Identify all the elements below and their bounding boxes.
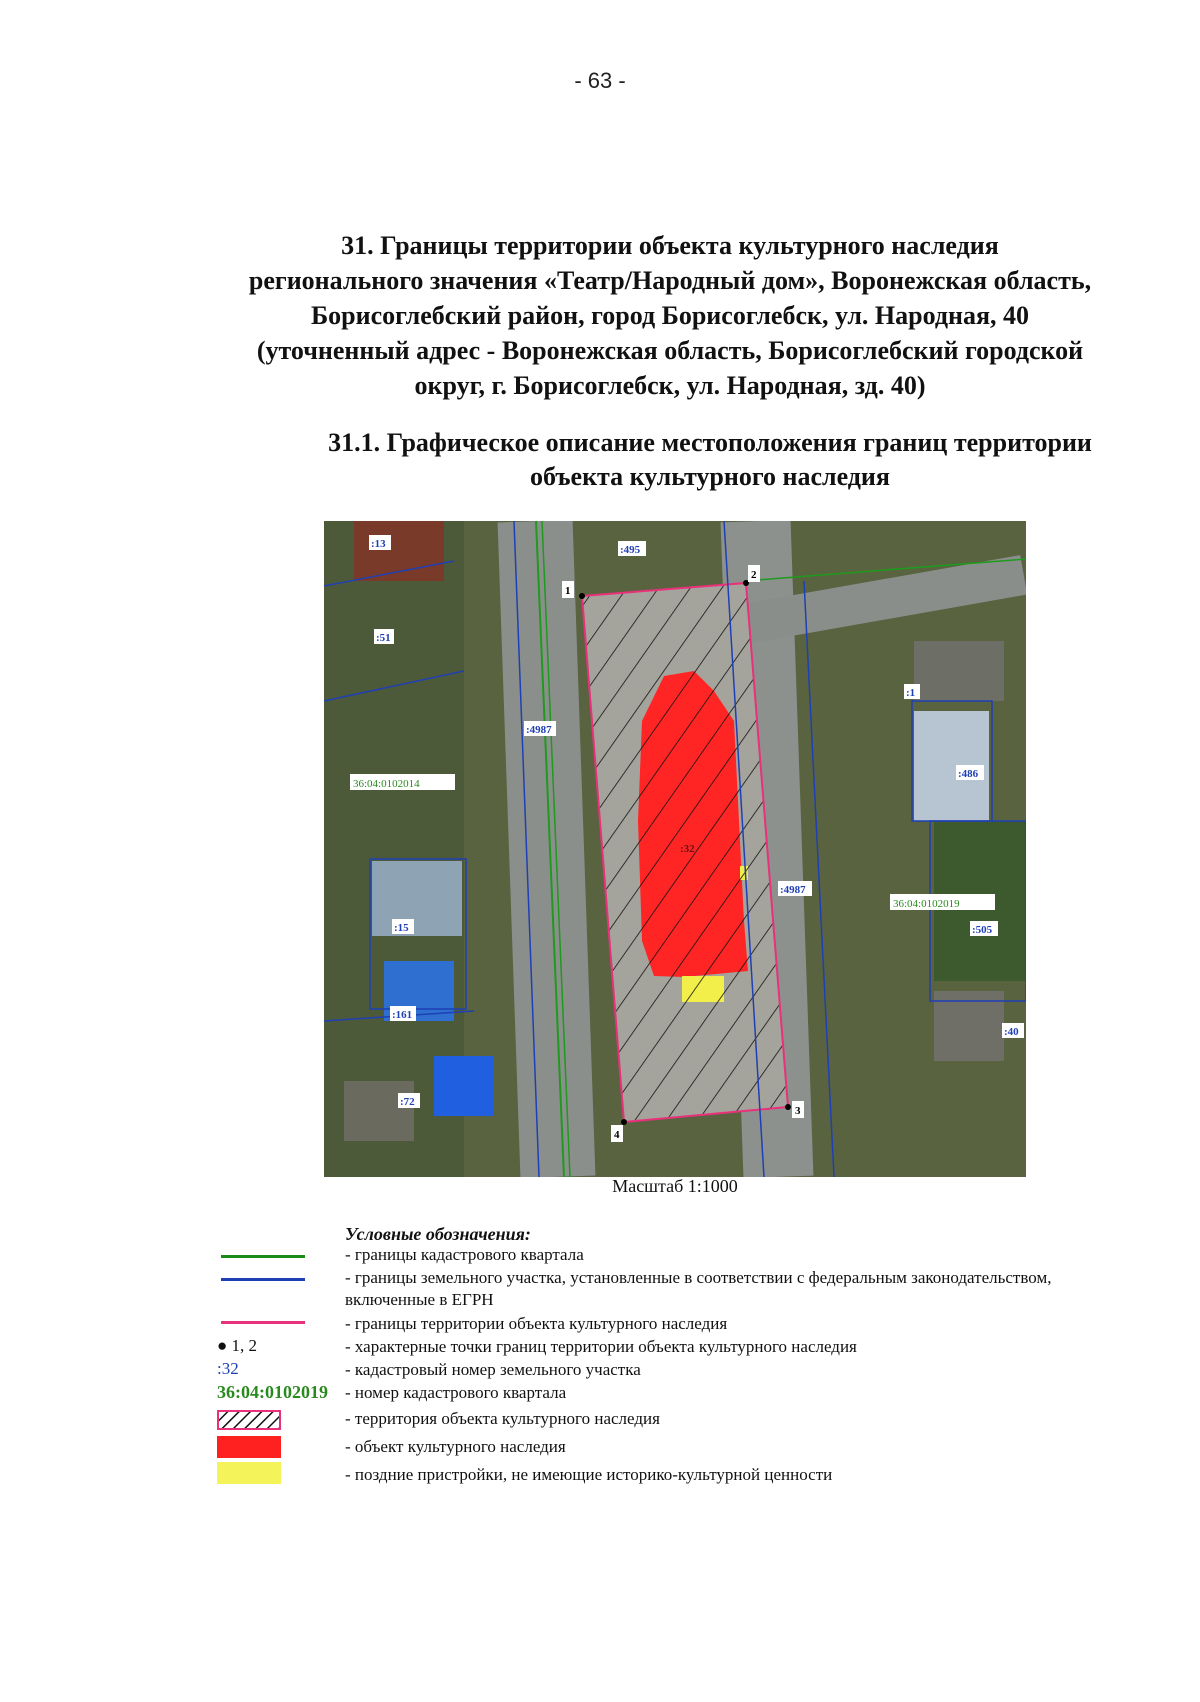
point-label: [748, 565, 760, 582]
parcel-label: [374, 629, 394, 644]
svg-text::486: :486: [958, 768, 979, 780]
heritage-boundary-line-icon: [221, 1321, 305, 1324]
parcel-label: [392, 919, 414, 934]
svg-text::1: :1: [906, 687, 916, 699]
legend-item: [0, 1462, 1200, 1486]
parcel-label: [390, 1006, 416, 1021]
legend-text: - характерные точки границ территории объекта культурного наследия: [345, 1337, 857, 1356]
point-label: [562, 581, 574, 598]
parcel-label: [369, 535, 391, 550]
boundary-point: [785, 1104, 791, 1110]
svg-text::505: :505: [972, 924, 993, 936]
map-scale: Масштаб 1:1000: [612, 1176, 738, 1196]
roof: [372, 861, 462, 936]
svg-text::4987: :4987: [780, 884, 806, 896]
point-label: [611, 1125, 623, 1142]
map-svg: [324, 521, 1026, 1177]
quarter-boundary-line-icon: [221, 1255, 305, 1258]
svg-text:36:04:0102014: 36:04:0102014: [353, 778, 420, 790]
roof: [344, 1081, 414, 1141]
parcel-label: [524, 721, 556, 736]
parcel-boundary-line-icon: [221, 1278, 305, 1281]
legend-item: [0, 1244, 1200, 1268]
title-line: округ, г. Борисоглебск, ул. Народная, зд. 40): [414, 371, 926, 400]
legend-item: [0, 1408, 1200, 1432]
parcel-label: [904, 684, 920, 699]
legend-item: [0, 1382, 1200, 1406]
subsection-title: [260, 426, 1160, 494]
parcel-number-symbol: :32: [217, 1359, 239, 1378]
svg-text::13: :13: [371, 538, 386, 550]
boundary-point: [621, 1119, 627, 1125]
svg-text:4: 4: [614, 1129, 620, 1141]
page-number: - 63 -: [574, 68, 626, 93]
parcel-label: [618, 541, 646, 556]
roof: [914, 641, 1004, 701]
quarter-label: [350, 774, 455, 790]
title-line: Борисоглебский район, город Борисоглебск, ул. Народная, 40: [310, 301, 1030, 330]
svg-text:1: 1: [565, 585, 571, 597]
parcel-label: [778, 881, 812, 896]
svg-text:3: 3: [795, 1105, 801, 1117]
legend-item: [0, 1336, 1200, 1360]
point-label: [792, 1101, 804, 1118]
later-addition-swatch: [217, 1462, 281, 1484]
quarter-label: [890, 894, 995, 910]
svg-text::15: :15: [394, 922, 409, 934]
legend-text: - границы территории объекта культурного наследия: [345, 1314, 728, 1333]
parcel-label: [398, 1093, 420, 1108]
legend-item: [0, 1434, 1200, 1458]
legend-text: - поздние пристройки, не имеющие историко-культурной ценности: [345, 1465, 833, 1484]
svg-text:36:04:0102019: 36:04:0102019: [893, 898, 960, 910]
parcel-label: [1002, 1023, 1024, 1038]
subtitle-line: 31.1. Графическое описание местоположения границ территории: [328, 428, 1092, 457]
svg-text:2: 2: [751, 569, 757, 581]
svg-text::72: :72: [400, 1096, 415, 1108]
svg-text::161: :161: [392, 1009, 413, 1021]
legend-item: [0, 1267, 1200, 1313]
legend-item: [0, 1359, 1200, 1383]
svg-text::51: :51: [376, 632, 391, 644]
boundary-point: [579, 593, 585, 599]
legend-text: - кадастровый номер земельного участка: [345, 1360, 641, 1379]
cadastral-map: [324, 521, 1026, 1177]
legend-text: - номер кадастрового квартала: [345, 1383, 567, 1402]
legend-text: - объект культурного наследия: [345, 1437, 566, 1456]
svg-text::40: :40: [1004, 1026, 1019, 1038]
title-line: регионального значения «Театр/Народный дом», Воронежская область,: [248, 266, 1092, 295]
svg-text::4987: :4987: [526, 724, 552, 736]
quarter-number-symbol: 36:04:0102019: [217, 1382, 328, 1402]
legend-text: - границы земельного участка, установленные в соответствии с федеральным законодательством, включенные в ЕГРН: [345, 1268, 1052, 1309]
boundary-point-icon: ● 1, 2: [217, 1336, 258, 1355]
legend-text: - территория объекта культурного наследия: [345, 1409, 660, 1428]
legend-title: Условные обозначения:: [345, 1224, 531, 1244]
parcel-label: :32: [680, 843, 695, 855]
legend-item: [0, 1313, 1200, 1337]
hatched-area-icon: [217, 1410, 281, 1430]
svg-text::495: :495: [620, 544, 641, 556]
heritage-object-swatch: [217, 1436, 281, 1458]
title-line: (уточненный адрес - Воронежская область, Борисоглебский городской: [256, 336, 1084, 365]
title-line: 31. Границы территории объекта культурного наследия: [341, 231, 999, 260]
subtitle-line: объекта культурного наследия: [530, 462, 890, 491]
roof: [434, 1056, 494, 1116]
legend-text: - границы кадастрового квартала: [345, 1245, 584, 1264]
parcel-label: [970, 921, 998, 936]
parcel-label: [956, 765, 984, 780]
section-title: [190, 228, 1150, 403]
